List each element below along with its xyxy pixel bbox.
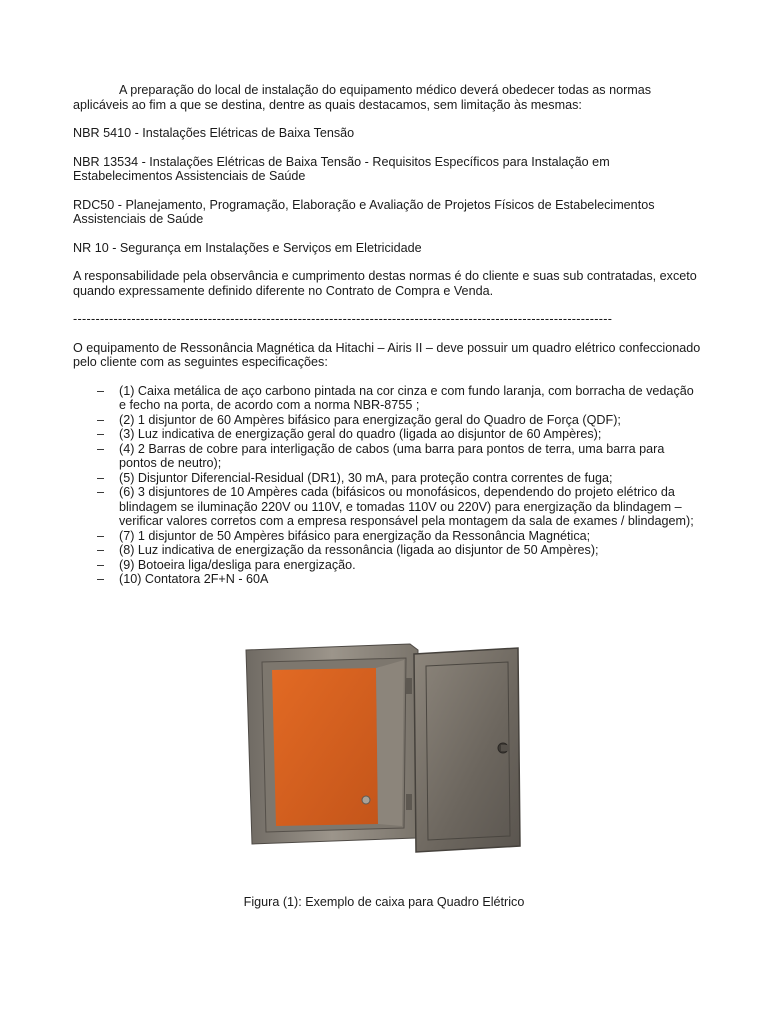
spec-text: (7) 1 disjuntor de 50 Ampères bifásico para energização da Ressonância Magnética; [119,528,591,543]
list-item [73,529,703,544]
norm-nbr13534: NBR 13534 - Instalações Elétricas de Baixa Tensão - Requisitos Específicos para Instalação em Estabelecimentos Assistenciais de Saúde [73,154,610,183]
responsibility-paragraph: A responsabilidade pela observância e cumprimento destas normas é do cliente e suas sub contratadas, exceto quando expressamente definido diferente no Contrato de Compra e Venda. [73,269,697,298]
list-item [73,572,703,587]
specs-list [73,384,703,587]
list-item [73,543,703,558]
bullet-dash: – [97,441,105,456]
spec-text: (1) Caixa metálica de aço carbono pintada na cor cinza e com fundo laranja, com borracha de vedação e fecho na porta, de acordo com a norma NBR-8755 ; [119,383,694,412]
bullet-dash: – [97,485,105,499]
spec-text: (3) Luz indicativa de energização geral do quadro (ligada ao disjuntor de 60 Ampères); [119,427,602,441]
spec-text: (2) 1 disjuntor de 60 Ampères bifásico para energização geral do Quadro de Força (QDF); [119,412,621,427]
list-item [73,558,703,573]
bullet-dash: – [97,528,105,543]
document-body [73,83,703,587]
bullet-dash: – [97,412,105,427]
norm-rdc50: RDC50 - Planejamento, Programação, Elaboração e Avaliação de Projetos Físicos de Estabelecimentos Assistenciais de Saúde [73,197,655,226]
bullet-dash: – [97,383,105,398]
spec-text: (6) 3 disjuntores de 10 Ampères cada (bifásicos ou monofásicos, dependendo do projeto elétrico da blindagem se iluminação 220V ou 110V, e tomadas 110V ou 220V) para energização da blindagem – verificar valores corretos com a empresa responsável pela montagem da sala de exames / blindagem); [119,485,694,528]
figure-caption: Figura (1): Exemplo de caixa para Quadro Elétrico [243,895,525,909]
bullet-dash: – [97,427,105,441]
intro-paragraph: A preparação do local de instalação do equipamento médico deverá obedecer todas as normas aplicáveis ao fim a que se destina, dentre as quais destacamos, sem limitação às mesmas: [73,83,652,112]
list-item [73,427,703,442]
bullet-dash: – [97,543,105,557]
list-item [73,384,703,413]
list-item [73,471,703,486]
electrical-box-image [220,626,550,866]
spec-text: (5) Disjuntor Diferencial-Residual (DR1), 30 mA, para proteção contra correntes de fuga; [119,470,613,485]
bullet-dash: – [97,572,105,586]
list-item [73,413,703,428]
spec-text: (9) Botoeira liga/desliga para energização. [119,557,356,572]
bullet-dash: – [97,470,105,485]
separator-line: ------------------------------------------------------------------------------------------------------------------------ [73,312,613,326]
equipment-intro: O equipamento de Ressonância Magnética da Hitachi – Airis II – deve possuir um quadro elétrico confeccionado pelo cliente com as seguintes especificações: [73,340,701,369]
spec-text: (10) Contatora 2F+N - 60A [119,572,269,586]
norm-nbr5410: NBR 5410 - Instalações Elétricas de Baixa Tensão [73,126,355,140]
electrical-box-figure [220,626,550,866]
bullet-dash: – [97,557,105,572]
spec-text: (8) Luz indicativa de energização da ressonância (ligada ao disjuntor de 50 Ampères); [119,543,599,557]
list-item [73,442,703,471]
list-item [73,485,703,529]
norm-nr10: NR 10 - Segurança em Instalações e Serviços em Eletricidade [73,240,422,255]
spec-text: (4) 2 Barras de cobre para interligação de cabos (uma barra para pontos de terra, uma barra para pontos de neutro); [119,441,665,470]
